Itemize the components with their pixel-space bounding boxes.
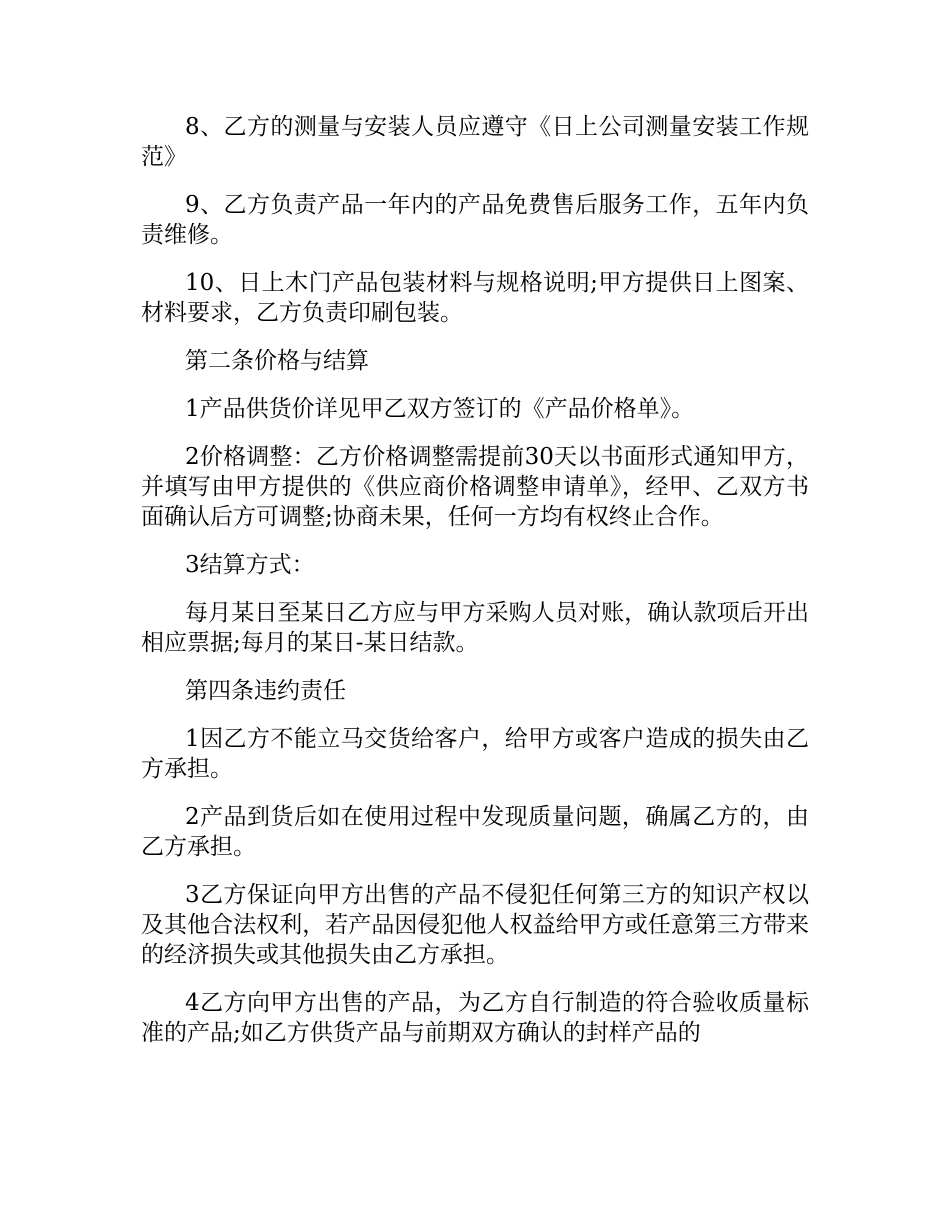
- paragraph-liability-2: 2产品到货后如在使用过程中发现质量问题，确属乙方的，由乙方承担。: [141, 804, 809, 860]
- paragraph-liability-1: 1因乙方不能立马交货给客户，给甲方或客户造成的损失由乙方承担。: [141, 726, 809, 782]
- paragraph-price-2: 2价格调整：乙方价格调整需提前30天以书面形式通知甲方，并填写由甲方提供的《供应商价格调整申请单》，经甲、乙双方书面确认后方可调整;协商未果，任何一方均有权终止合作。: [141, 444, 809, 530]
- paragraph-clause-8: 8、乙方的测量与安装人员应遵守《日上公司测量安装工作规范》: [141, 114, 809, 170]
- section-heading-liability: 第四条违约责任: [185, 678, 346, 704]
- paragraph-liability-3: 3乙方保证向甲方出售的产品不侵犯任何第三方的知识产权以及其他合法权利，若产品因侵犯他人权益给甲方或任意第三方带来的经济损失或其他损失由乙方承担。: [141, 882, 809, 968]
- paragraph-clause-10: 10、日上木门产品包装材料与规格说明;甲方提供日上图案、材料要求，乙方负责印刷包装。: [141, 270, 809, 326]
- paragraph-price-1: 1产品供货价详见甲乙双方签订的《产品价格单》。: [185, 396, 695, 422]
- paragraph-liability-4: 4乙方向甲方出售的产品，为乙方自行制造的符合验收质量标准的产品;如乙方供货产品与前期双方确认的封样产品的: [141, 990, 809, 1046]
- paragraph-settlement-method: 3结算方式：: [185, 552, 315, 578]
- section-heading-price-settlement: 第二条价格与结算: [185, 348, 369, 374]
- paragraph-clause-9: 9、乙方负责产品一年内的产品免费售后服务工作，五年内负责维修。: [141, 192, 809, 248]
- paragraph-settlement-detail: 每月某日至某日乙方应与甲方采购人员对账，确认款项后开出相应票据;每月的某日-某日结款。: [141, 600, 809, 656]
- document-page: [141, 112, 809, 1066]
